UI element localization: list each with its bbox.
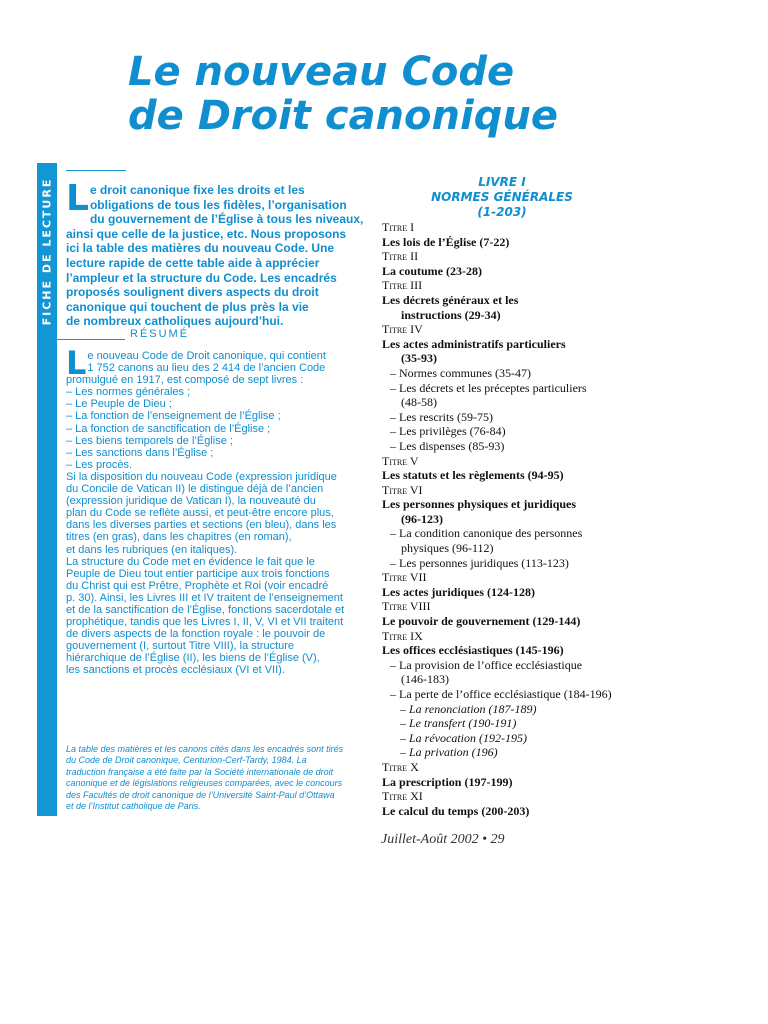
toc-chapter: – Les décrets et les préceptes particuliers — [390, 380, 587, 395]
toc-rubrique: – Le transfert (190-191) — [400, 716, 517, 731]
intro-line: du gouvernement de l’Église à tous les niveaux, — [89, 212, 364, 227]
toc-chapter: – La condition canonique des personnes — [390, 526, 583, 541]
intro-line: proposés soulignent divers aspects du droit — [66, 285, 319, 300]
toc-titre: Titre VIII — [382, 599, 431, 614]
toc-chapter: – Les personnes juridiques (113-123) — [390, 555, 569, 570]
resume-line: – La fonction de sanctification de l’Église ; — [66, 422, 271, 435]
toc-titre: Titre IX — [382, 628, 423, 643]
intro-line: ici la table des matières du nouveau Code. Une — [66, 241, 335, 256]
resume-line: de divers aspects de la fonction royale : le pouvoir de — [66, 628, 326, 641]
title-line-1: Le nouveau Code — [128, 49, 515, 95]
toc-chapter: – Normes communes (35-47) — [390, 365, 531, 380]
resume-line: prophétique, tandis que les Livres I, II, V, VI et VII traitent — [66, 616, 344, 629]
intro-lines — [66, 178, 366, 329]
note-line: du Code de Droit canonique, Centurion-Cerf-Tardy, 1984. La — [66, 755, 307, 766]
toc-chapter: – Les privilèges (76-84) — [390, 424, 506, 439]
resume-line: – Les biens temporels de l’Église ; — [66, 434, 233, 447]
intro-line: e droit canonique fixe les droits et les — [89, 183, 305, 197]
resume-line: – Les sanctions dans l’Église ; — [66, 446, 214, 459]
intro-line: obligations de tous les fidèles, l’organisation — [89, 197, 347, 212]
toc-titre: Titre I — [382, 220, 415, 234]
resume-line: e nouveau Code de Droit canonique, qui contient — [87, 350, 326, 362]
toc-title-entry: Les actes juridiques (124-128) — [382, 584, 535, 599]
toc-title-entry: Le pouvoir de gouvernement (129-144) — [382, 614, 581, 629]
livre-heading — [382, 175, 622, 220]
toc-title-entry: Les lois de l’Église (7-22) — [382, 234, 510, 249]
intro-line: canonique qui touchent de plus près la vie — [66, 299, 309, 314]
toc-title-entry: Les personnes physiques et juridiques — [382, 497, 577, 512]
toc-title-entry: Le calcul du temps (200-203) — [382, 803, 530, 818]
resume-line: – Les procès. — [66, 458, 133, 471]
toc-title-entry: La coutume (23-28) — [382, 263, 482, 278]
resume-label: RÉSUMÉ — [130, 328, 190, 340]
resume-line: Peuple de Dieu tout entier participe aux trois fonctions — [66, 567, 330, 580]
resume-line: plan du Code se reflète aussi, et peut-être encore plus, — [66, 507, 334, 520]
resume-lines — [66, 344, 371, 677]
resume-line: dans les diverses parties et sections (en bleu), dans les — [66, 519, 337, 532]
resume-line: hiérarchique de l’Église (II), les biens de l’Église (V), — [66, 652, 320, 665]
toc-titre: Titre III — [382, 278, 423, 293]
toc-title-entry: Les décrets généraux et les — [382, 292, 519, 307]
divider-note — [37, 735, 57, 736]
toc-rubrique: – La renonciation (187-189) — [400, 701, 537, 716]
resume-line: du Christ qui est Prêtre, Prophète et Roi (voir encadré — [66, 579, 329, 592]
resume-line: promulgué en 1917, est composé de sept livres : — [66, 374, 304, 387]
toc-rubrique: – La révocation (192-195) — [400, 730, 527, 745]
toc-chapter: – Les dispenses (85-93) — [390, 438, 505, 453]
resume-line: les sanctions et procès ecclésiaux (VI et VII). — [66, 664, 285, 677]
page-footer: Juillet-Août 2002 • 29 — [381, 832, 505, 847]
toc-title-entry: La prescription (197-199) — [382, 774, 513, 789]
toc-chapter: – La provision de l’office ecclésiastique — [390, 657, 583, 672]
intro-line: lecture rapide de cette table aide à apprécier — [66, 255, 320, 270]
note-line: des Facultés de droit canonique de l’Université Saint-Paul d’Ottawa — [66, 789, 335, 800]
resume-line: du Concile de Vatican II) le distingue déjà de l’ancien — [66, 483, 324, 496]
resume-line: – Les normes générales ; — [66, 386, 191, 399]
note-line: La table des matières et les canons cités dans les encadrés sont tirés — [66, 744, 344, 754]
resume-line: gouvernement (I, surtout Titre VIII), la structure — [66, 640, 295, 653]
toc-titre: Titre VI — [382, 482, 423, 497]
resume-line: et de la sanctification de l’Église, fonctions sacerdotale et — [66, 603, 345, 616]
intro-paragraph — [66, 178, 366, 329]
source-note — [66, 744, 374, 812]
toc-chapter: (146-183) — [401, 672, 449, 687]
resume-dropcap: L — [66, 344, 87, 382]
toc-chapter: – Les rescrits (59-75) — [390, 409, 493, 424]
resume-line: p. 30). Ainsi, les Livres III et IV traitent de l’enseignement — [66, 591, 343, 604]
toc-chapter: – La perte de l’office ecclésiastique (184-196) — [390, 687, 612, 701]
toc-titre: Titre V — [382, 453, 419, 468]
livre-number: LIVRE I — [478, 175, 526, 189]
toc-titre: Titre II — [382, 249, 419, 264]
resume-line: – Le Peuple de Dieu ; — [66, 398, 172, 411]
note-line: traduction française a été faite par la Société internationale de droit — [66, 766, 334, 777]
resume-line: – La fonction de l’enseignement de l’Église ; — [66, 410, 281, 423]
toc-titre: Titre XI — [382, 789, 423, 804]
divider-top — [66, 170, 126, 171]
toc-titre: Titre X — [382, 759, 419, 774]
resume-line: (expression juridique de Vatican I), la nouveauté du — [66, 495, 316, 508]
side-label — [37, 163, 57, 339]
toc-title-entry: Les offices ecclésiastiques (145-196) — [382, 643, 564, 658]
resume-line: La structure du Code met en évidence le fait que le — [66, 555, 315, 568]
toc-title-entry: Les statuts et les règlements (94-95) — [382, 468, 564, 483]
side-label-text: FICHE DE LECTURE — [40, 177, 54, 325]
intro-line: ainsi que celle de la justice, etc. Nous proposons — [66, 226, 347, 241]
intro-line: de nombreux catholiques aujourd’hui. — [66, 314, 284, 329]
resume-line: 1 752 canons au lieu des 2 414 de l’ancien Code — [87, 362, 326, 375]
page-title — [128, 50, 558, 138]
toc-rubrique: – La privation (196) — [400, 745, 498, 760]
livre-range: (1-203) — [477, 205, 527, 219]
table-of-contents — [382, 220, 762, 818]
resume-line: titres (en gras), dans les chapitres (en roman), — [66, 531, 292, 544]
toc-title-entry: (96-123) — [401, 511, 443, 526]
note-line: et de l’Institut catholique de Paris. — [66, 801, 201, 812]
resume-paragraph — [66, 344, 371, 677]
divider-resume-left — [37, 339, 125, 340]
toc-title-entry: (35-93) — [401, 351, 437, 366]
toc-title-entry: instructions (29-34) — [401, 307, 501, 322]
toc-chapter: (48-58) — [401, 395, 437, 410]
toc-title-entry: Les actes administratifs particuliers — [382, 336, 566, 351]
note-line: canonique et de législations religieuses comparées, avec le concours — [66, 778, 343, 789]
resume-line: et dans les rubriques (en italiques). — [66, 543, 238, 556]
toc-titre: Titre VII — [382, 570, 427, 585]
toc-chapter: physiques (96-112) — [401, 541, 494, 556]
title-line-2: de Droit canonique — [128, 93, 558, 139]
intro-line: l’ampleur et la structure du Code. Les encadrés — [66, 270, 337, 285]
resume-line: Si la disposition du nouveau Code (expression juridique — [66, 470, 337, 483]
intro-dropcap: L — [66, 178, 89, 219]
toc-titre: Titre IV — [382, 322, 423, 337]
livre-name: NORMES GÉNÉRALES — [431, 190, 573, 204]
